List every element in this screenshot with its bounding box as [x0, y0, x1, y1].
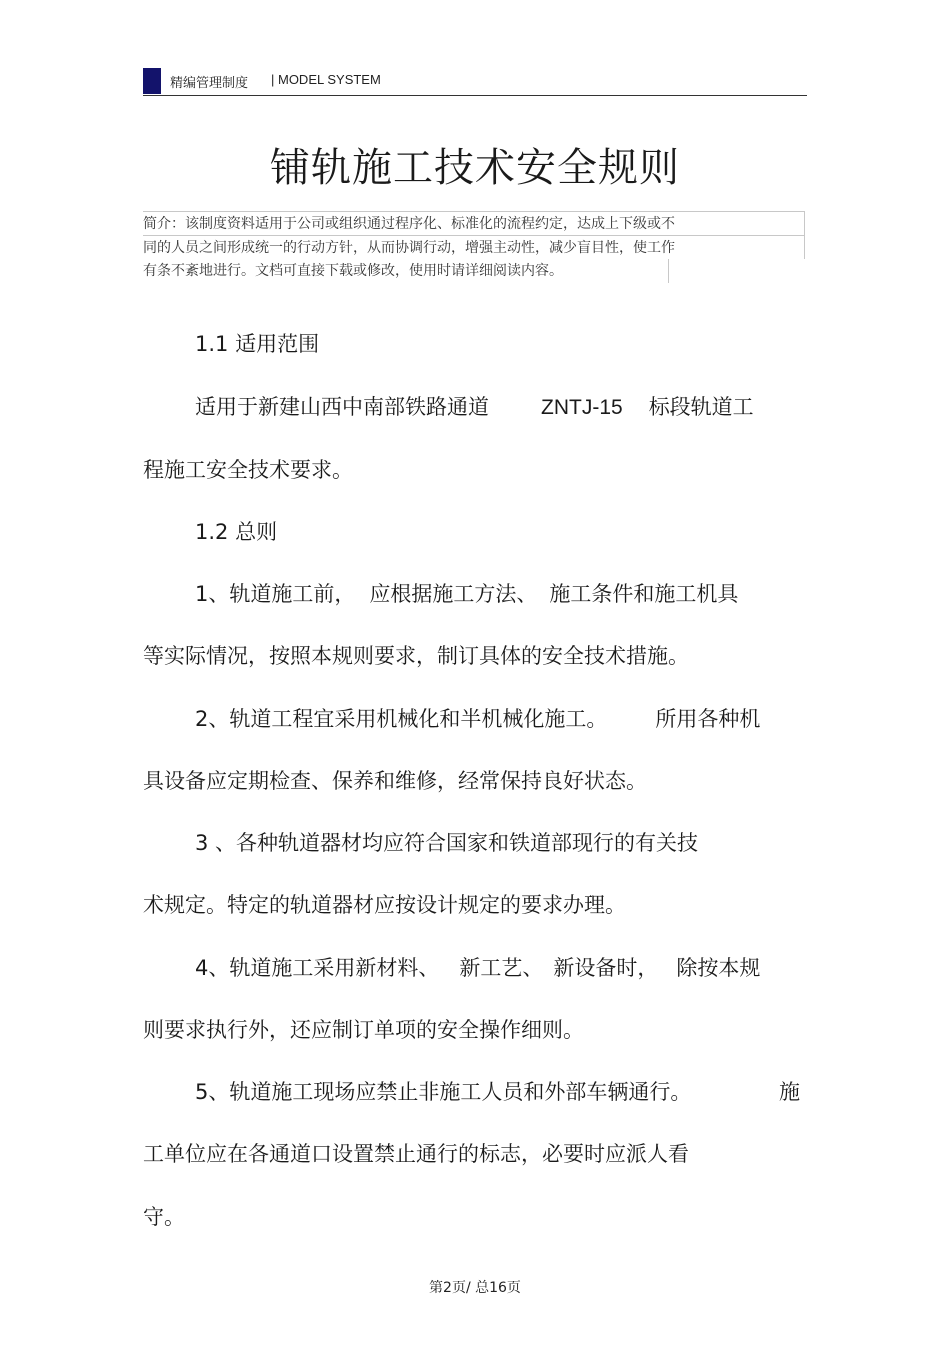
paragraph-line: 2、轨道工程宜采用机械化和半机械化施工。 所用各种机	[195, 707, 761, 731]
page-header	[143, 66, 807, 96]
intro-line: 同的人员之间形成统一的行动方针，从而协调行动，增强主动性，减少盲目性，使工作	[143, 235, 805, 259]
header-brand: 精编管理制度	[170, 76, 249, 91]
section-heading: 1.1 适用范围	[195, 332, 320, 356]
paragraph-line: 程施工安全技术要求。	[143, 458, 353, 482]
logo-icon	[143, 68, 161, 94]
intro-line: 有条不紊地进行。文档可直接下载或修改，使用时请详细阅读内容。	[143, 259, 669, 283]
paragraph-line: 具设备应定期检查、保养和维修，经常保持良好状态。	[143, 769, 647, 793]
header-subtitle: | MODEL SYSTEM	[271, 72, 381, 87]
paragraph-line: 术规定。特定的轨道器材应按设计规定的要求办理。	[143, 893, 626, 917]
paragraph-line: 4、轨道施工采用新材料、 新工艺、 新设备时， 除按本规	[195, 956, 761, 980]
paragraph-line: 工单位应在各通道口设置禁止通行的标志，必要时应派人看	[143, 1142, 689, 1166]
page-number: 第2页/ 总16页	[429, 1280, 521, 1296]
paragraph-line: 适用于新建山西中南部铁路通道 ZNTJ-15 标段轨道工	[195, 395, 754, 419]
intro-box	[143, 211, 807, 283]
paragraph-line: 1、轨道施工前， 应根据施工方法、 施工条件和施工机具	[195, 582, 739, 606]
paragraph-line: 施	[779, 1080, 800, 1104]
paragraph-line: 等实际情况，按照本规则要求，制订具体的安全技术措施。	[143, 644, 689, 668]
paragraph-line: 3 、各种轨道器材均应符合国家和铁道部现行的有关技	[195, 831, 699, 855]
intro-line: 简介：该制度资料适用于公司或组织通过程序化、标准化的流程约定，达成上下级或不	[143, 211, 805, 235]
document-title: 铺轨施工技术安全规则	[270, 145, 680, 191]
paragraph-line: 则要求执行外，还应制订单项的安全操作细则。	[143, 1018, 584, 1042]
section-heading: 1.2 总则	[195, 520, 278, 544]
paragraph-line: 守。	[143, 1205, 185, 1229]
paragraph-line: 5、轨道施工现场应禁止非施工人员和外部车辆通行。	[195, 1080, 692, 1104]
